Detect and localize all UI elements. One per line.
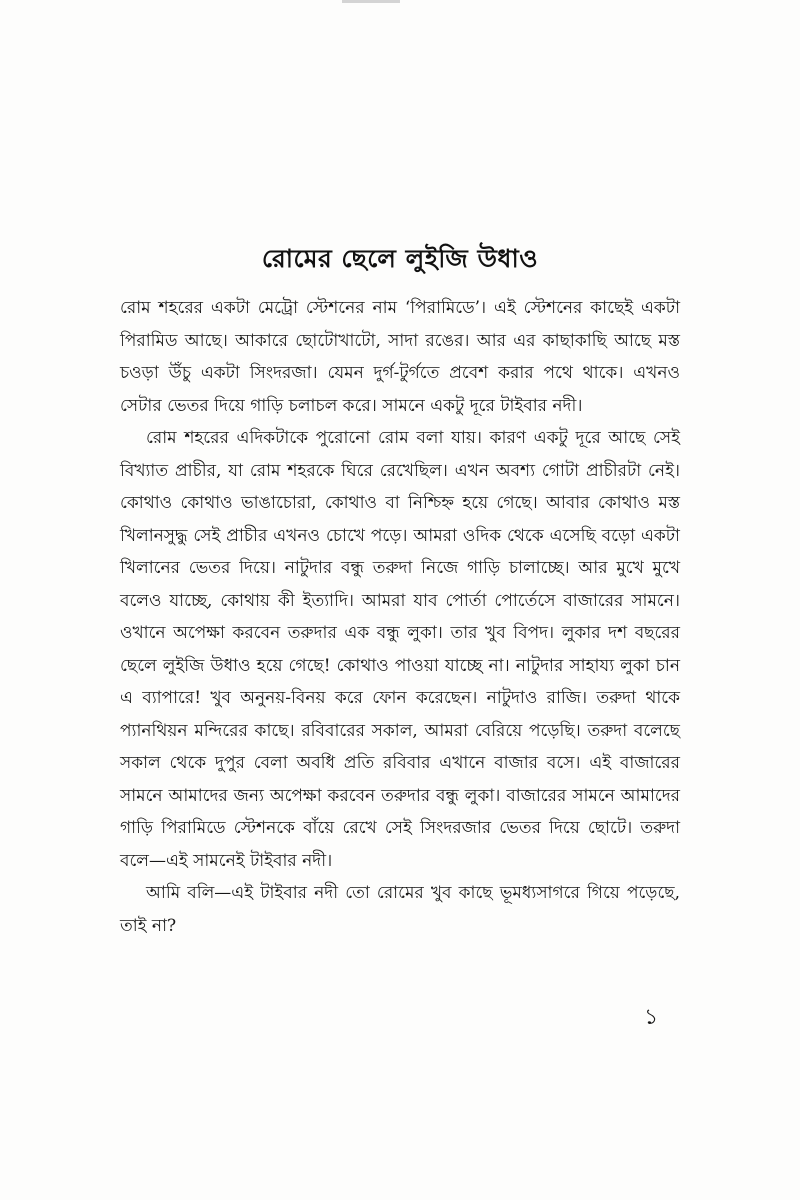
paragraph-1: রোম শহরের একটা মেট্রো স্টেশনের নাম ‘পিরামিডে’। এই স্টেশনের কাছেই একটা পিরামিড আছে। আকারে ছোটোখাটো, সাদা রঙের। আর এর কাছাকাছি আছে মস্ত চওড়া উঁচু একটা সিংদরজা। যেমন দুর্গ-টুর্গতে প্রবেশ করার পথে থাকে। এখনও সেটার ভেতর দিয়ে গাড়ি চলাচল করে। সামনে একটু দূরে টাইবার নদী। bbox=[120, 298, 680, 416]
paragraph-3: আমি বলি—এই টাইবার নদী তো রোমের খুব কাছে ভূমধ্যসাগরে গিয়ে পড়েছে, তাই না? bbox=[120, 883, 680, 936]
page-number: ১ bbox=[644, 1005, 659, 1030]
scan-edge-mark bbox=[342, 0, 400, 3]
chapter-body bbox=[120, 292, 680, 942]
paragraph-2: রোম শহরের এদিকটাকে পুরোনো রোম বলা যায়। কারণ একটু দূরে আছে সেই বিখ্যাত প্রাচীর, যা রোম শহরকে ঘিরে রেখেছিল। এখন অবশ্য গোটা প্রাচীরটা নেই। কোথাও কোথাও ভাঙাচোরা, কোথাও বা নিশ্চিহ্ন হয়ে গেছে। আবার কোথাও মস্ত খিলানসুদ্ধু সেই প্রাচীর এখনও চোখে পড়ে। আমরা ওদিক থেকে এসেছি বড়ো একটা খিলানের ভেতর দিয়ে। নাটুদার বন্ধু তরুদা নিজে গাড়ি চালাচ্ছে। আর মুখে মুখে বলেও যাচ্ছে, কোথায় কী ইত্যাদি। আমরা যাব পোর্তা পোর্তেসে বাজারের সামনে। ওখানে অপেক্ষা করবেন তরুদার এক বন্ধু লুকা। তার খুব বিপদ। লুকার দশ বছরের ছেলে লুইজি উধাও হয়ে গেছে! কোথাও পাওয়া যাচ্ছে না। নাটুদার সাহায্য লুকা চান এ ব্যাপারে! খুব অনুনয়-বিনয় করে ফোন করেছেন। নাটুদাও রাজি। তরুদা থাকে প্যানথিয়ন মন্দিরের কাছে। রবিবারের সকাল, আমরা বেরিয়ে পড়েছি। তরুদা বলেছে সকাল থেকে দুপুর বেলা অবধি প্রতি রবিবার এখানে বাজার বসে। এই বাজারের সামনে আমাদের জন্য অপেক্ষা করবেন তরুদার বন্ধু লুকা। বাজারের সামনে আমাদের গাড়ি পিরামিডে স্টেশনকে বাঁয়ে রেখে সেই সিংদরজার ভেতর দিয়ে ছোটে। তরুদা বলে—এই সামনেই টাইবার নদী। bbox=[120, 428, 680, 871]
chapter-title: রোমের ছেলে লুইজি উধাও bbox=[261, 243, 539, 273]
